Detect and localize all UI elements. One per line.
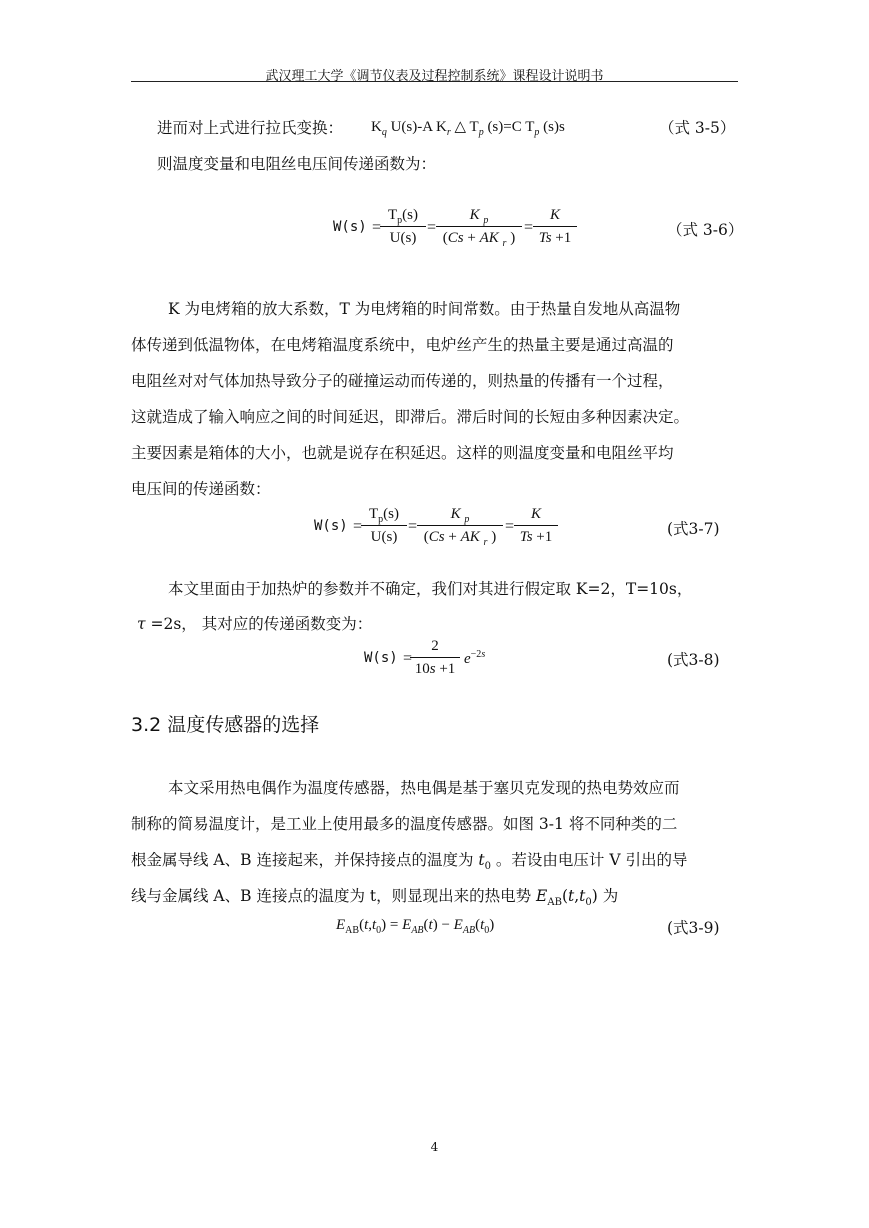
running-header: 武汉理工大学《调节仪表及过程控制系统》课程设计说明书: [265, 69, 604, 84]
section-heading: 3.2 温度传感器的选择: [131, 714, 320, 736]
eq37-fraction-3: [514, 504, 558, 547]
equals-sign: =: [427, 219, 437, 236]
denominator: U(s): [370, 529, 398, 545]
numerator: K: [549, 207, 560, 223]
eq39-formula: $E_{AB}(t,t_0) = E_{AB}(t) - E_{AB}(t_0)$: [336, 917, 495, 936]
eq35-tag: （式 3-5）: [659, 119, 736, 137]
fraction-bar: [361, 525, 407, 526]
eq38-tag: (式3-8): [667, 651, 720, 669]
eq38-exponential: $e^{-2s}$: [464, 649, 486, 667]
eq36-tag: （式 3-6）: [667, 221, 744, 239]
fraction-bar: [380, 226, 426, 227]
numerator: K: [530, 506, 541, 522]
paragraph-line: K 为电烤箱的放大系数，T 为电烤箱的时间常数。由于热量自发地从高温物: [168, 300, 681, 318]
paragraph-line: 电阻丝对对气体加热导致分子的碰撞运动而传递的，则热量的传播有一个过程，: [131, 372, 674, 390]
eq36-fraction-1: [380, 205, 426, 248]
numerator: K $_p$: [469, 207, 489, 226]
fraction-bar: [410, 657, 460, 658]
fraction-bar: [417, 525, 503, 526]
equals-sign: =: [505, 518, 515, 535]
eq39-tag: (式3-9): [667, 919, 720, 937]
paragraph-line: 主要因素是箱体的大小，也就是说存在积延迟。这样的则温度变量和电阻丝平均: [131, 444, 674, 462]
paragraph-line: 本文采用热电偶作为温度传感器，热电偶是基于塞贝克发现的热电势效应而: [168, 779, 680, 797]
paragraph-line: 这就造成了输入响应之间的时间延迟，即滞后。滞后时间的长短由多种因素决定。: [131, 408, 690, 426]
header-rule: [131, 81, 738, 82]
eq36-lhs: W(s): [333, 219, 367, 235]
eq35-formula: $K_q$ U(s)-A $K_r$ △ $T_p$ (s)=C $T_p$ (s)s: [371, 119, 565, 138]
denominator: Ts +1: [519, 529, 553, 545]
denominator: (Cs + AK $_r$ ): [442, 230, 516, 249]
paragraph-line: τ =2s， 其对应的传递函数变为：: [137, 615, 373, 633]
paragraph-line: 体传递到低温物体，在电烤箱温度系统中，电炉丝产生的热量主要是通过高温的: [131, 336, 674, 354]
fraction-bar: [436, 226, 522, 227]
fraction-bar: [533, 226, 577, 227]
eq37-fraction-1: [361, 504, 407, 547]
denominator: U(s): [389, 230, 417, 246]
eq36-fraction-3: [533, 205, 577, 248]
paragraph-line: 线与金属线 A、B 连接点的温度为 t，则显现出来的热电势 $E_{AB}(t,t_0)$ 为: [131, 887, 619, 909]
equals-sign: =: [408, 518, 418, 535]
equals-sign: =: [372, 219, 382, 236]
eq36-fraction-2: [436, 205, 522, 248]
eq38-fraction: [410, 636, 460, 679]
denominator: (Cs + AK $_r$ ): [423, 529, 497, 548]
denominator: Ts +1: [538, 230, 572, 246]
text-line: 则温度变量和电阻丝电压间传递函数为：: [157, 155, 437, 173]
paragraph-line: 电压间的传递函数：: [131, 480, 271, 498]
denominator: 10s +1: [414, 661, 456, 677]
numerator: 2: [431, 638, 439, 654]
eq37-fraction-2: [417, 504, 503, 547]
equals-sign: =: [403, 650, 413, 667]
numerator: K $_p$: [450, 506, 470, 525]
equals-sign: =: [353, 518, 363, 535]
eq37-tag: (式3-7): [667, 520, 720, 538]
fraction-bar: [514, 525, 558, 526]
eq35-intro: 进而对上式进行拉氏变换：: [157, 119, 344, 137]
paragraph-line: 根金属导线 A、B 连接起来，并保持接点的温度为 $t_0$ 。若设由电压计 V 引出的导: [131, 851, 688, 873]
eq37-lhs: W(s): [314, 518, 348, 534]
page-number: 4: [430, 1140, 439, 1154]
paragraph-line: 本文里面由于加热炉的参数并不确定，我们对其进行假定取 K=2，T=10s，: [168, 580, 693, 598]
numerator: $T_p(s)$: [388, 207, 418, 226]
eq38-lhs: W(s): [364, 650, 398, 666]
equals-sign: =: [524, 219, 534, 236]
numerator: $T_p(s)$: [369, 506, 399, 525]
paragraph-line: 制称的简易温度计，是工业上使用最多的温度传感器。如图 3-1 将不同种类的二: [131, 815, 678, 833]
